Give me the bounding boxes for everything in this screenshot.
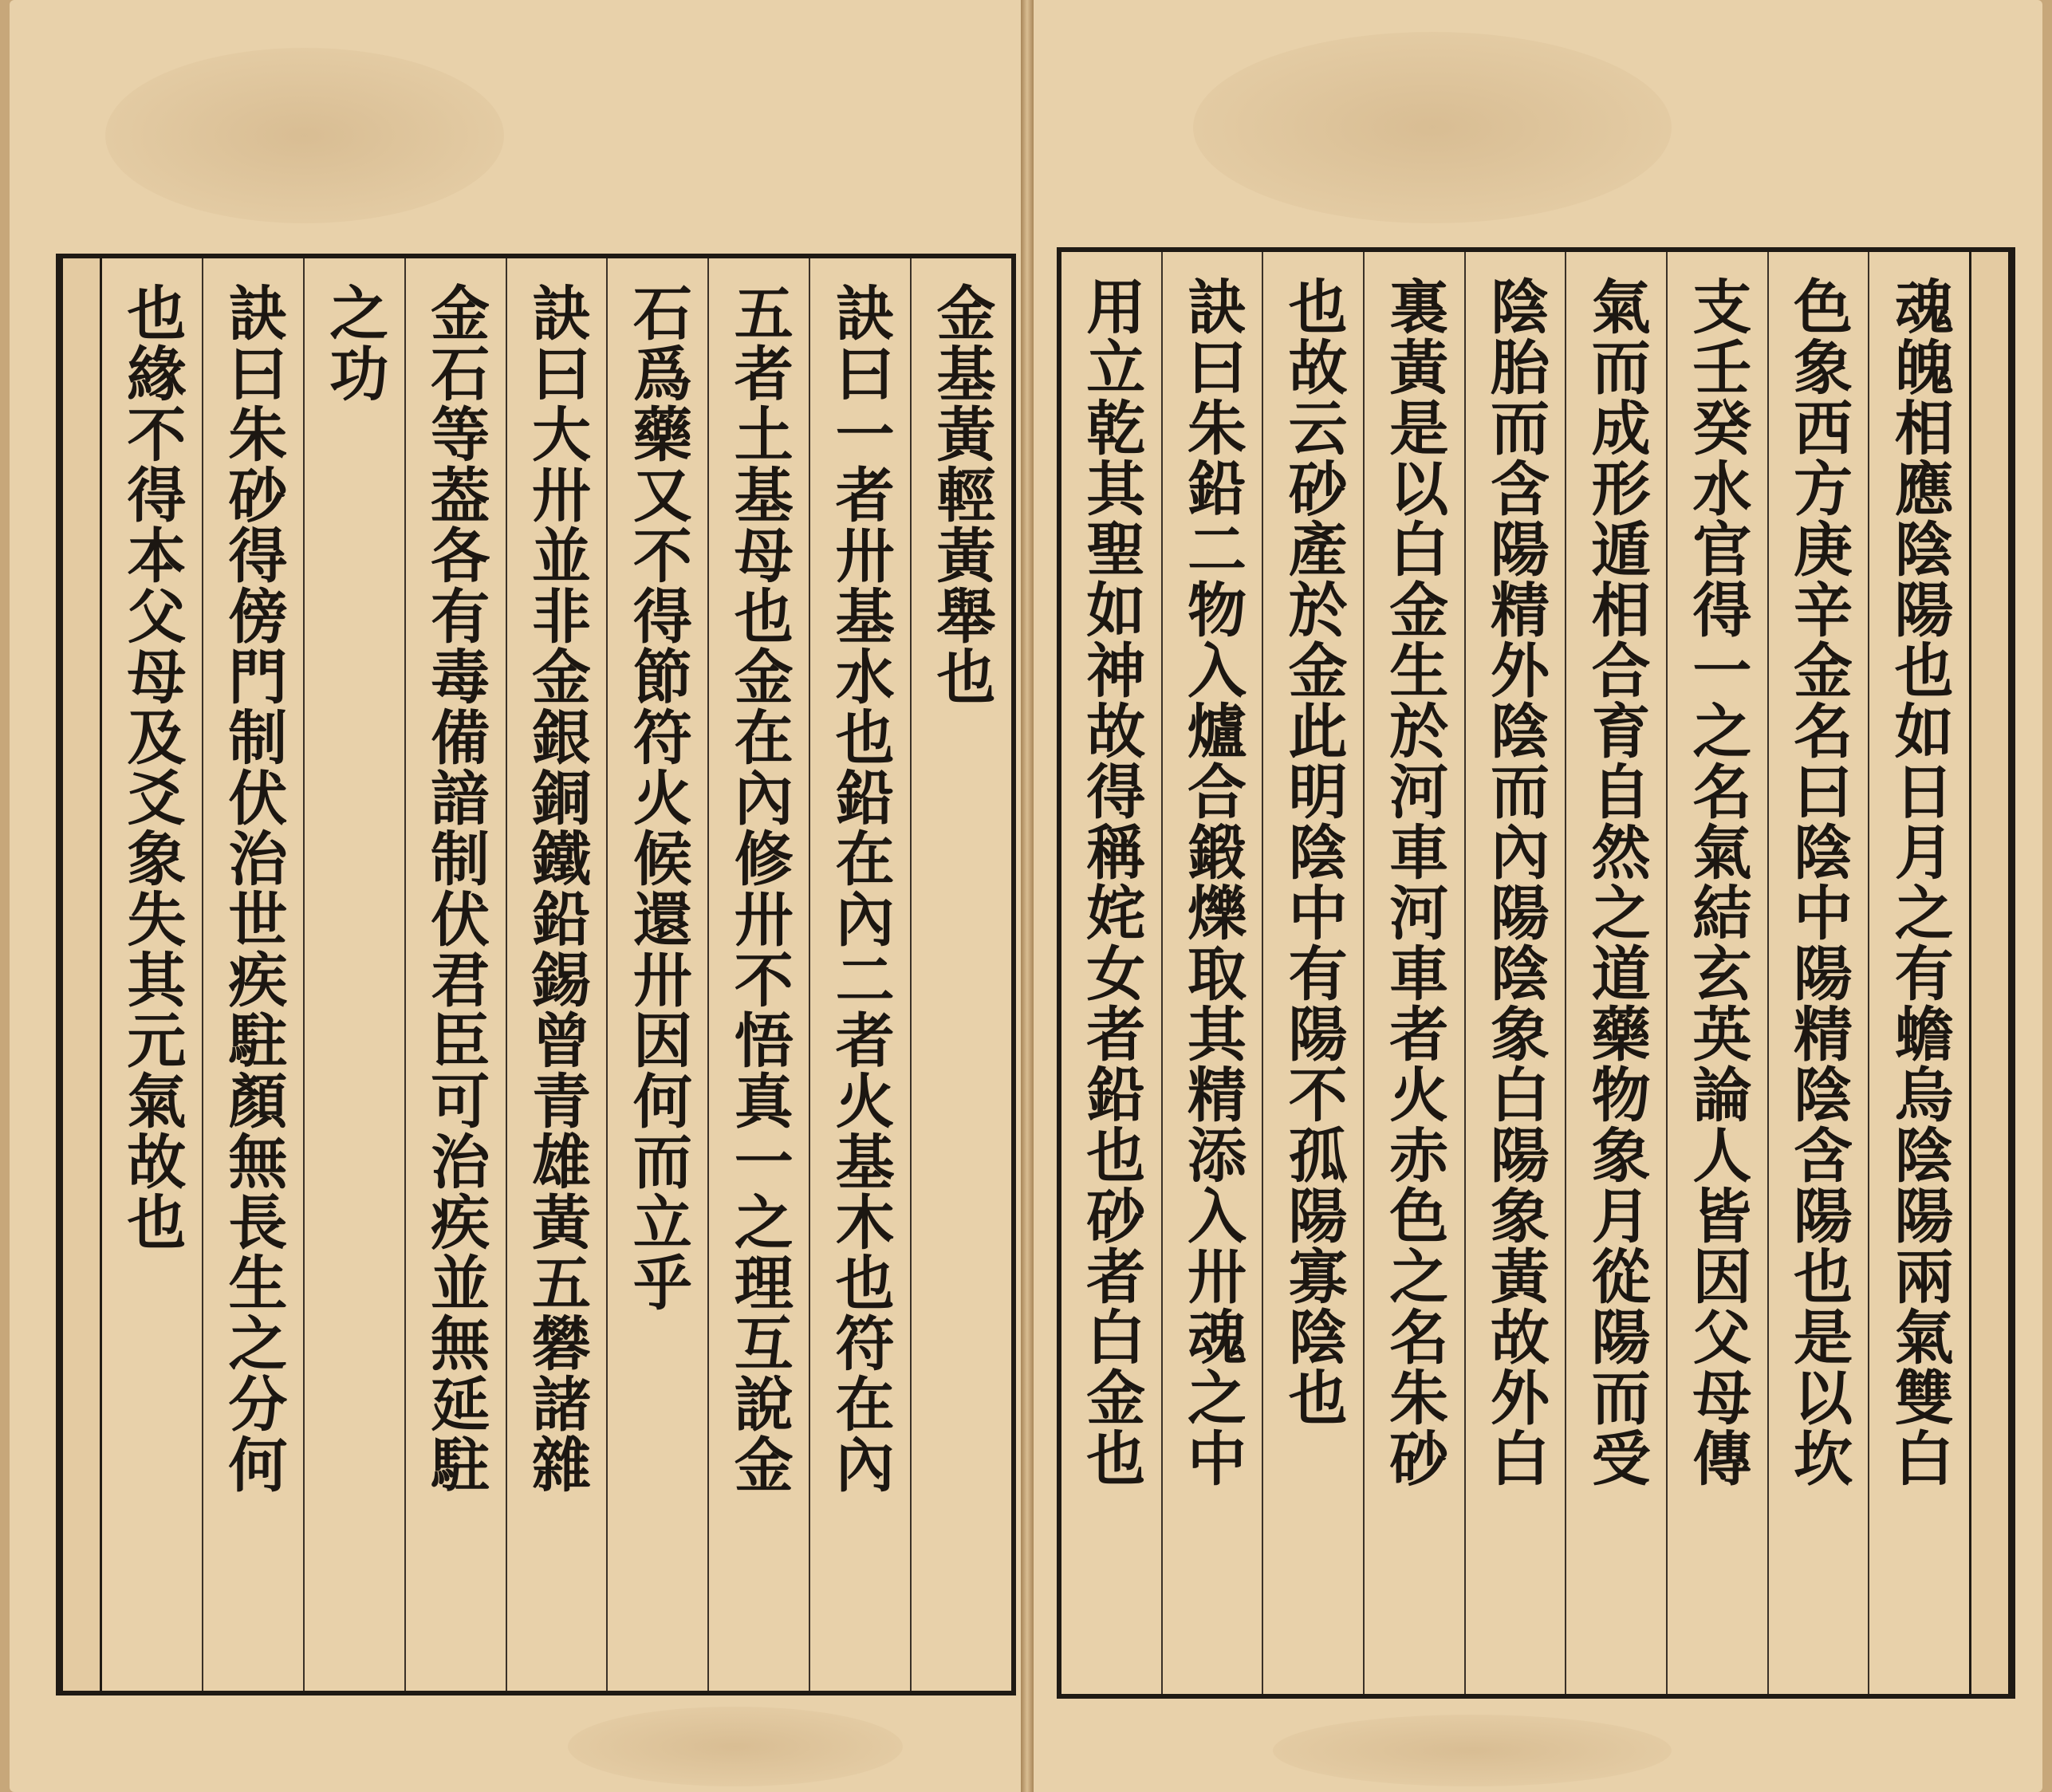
text-column (707, 258, 809, 1691)
right-page (1034, 0, 2042, 1792)
text-column (809, 258, 910, 1691)
column-text: 也故云砂產於金此明陰中有陽不孤陽寡陰也 (1278, 276, 1348, 1428)
text-column (1464, 252, 1566, 1694)
column-text: 訣曰朱砂得傍門制伏治世疾駐顏無長生之分何 (219, 282, 288, 1495)
text-column (404, 258, 506, 1691)
column-text: 支壬癸水官得一之名氣結玄英論人皆因父母傳 (1683, 276, 1752, 1488)
column-text: 色象西方庚辛金名曰陰中陽精陰含陽也是以坎 (1783, 276, 1853, 1488)
text-column (303, 258, 404, 1691)
right-text-columns (1061, 252, 1969, 1694)
left-text-frame (56, 254, 1016, 1696)
text-column (1565, 252, 1666, 1694)
text-column (1262, 252, 1363, 1694)
book-gutter (1021, 0, 1034, 1792)
column-text: 金石等葢各有毒備諳制伏君臣可治疾並無延駐 (421, 282, 490, 1495)
text-column (202, 258, 303, 1691)
left-margin-column (61, 258, 102, 1691)
column-text: 之功 (320, 282, 389, 404)
column-text: 金基黃輕黃舉也 (927, 282, 996, 707)
column-text: 用立乾其聖如神故得稱姹女者鉛也砂者白金也 (1077, 276, 1146, 1488)
column-text: 五者土基母也金在內修卅不悟真一之理互說金 (724, 282, 794, 1495)
text-column (1868, 252, 1969, 1694)
text-column (1363, 252, 1464, 1694)
column-text: 也緣不得本父母及爻象失其元氣故也 (117, 282, 187, 1252)
column-text: 石爲藥又不得節符火候還卅因何而立乎 (623, 282, 692, 1313)
column-text: 訣曰大卅並非金銀銅鐵鉛錫曾青雄黃五礬諸雜 (522, 282, 591, 1495)
text-column (606, 258, 707, 1691)
text-column (1161, 252, 1262, 1694)
right-text-frame (1057, 247, 2015, 1699)
right-margin-column (1969, 252, 2011, 1694)
text-column (910, 258, 1011, 1691)
text-column (102, 258, 202, 1691)
left-page (10, 0, 1021, 1792)
column-text: 訣曰一者卅基水也鉛在內二者火基木也符在內 (825, 282, 895, 1495)
column-text: 訣曰朱鉛二物入爐合鍛爍取其精添入卅魂之中 (1177, 276, 1247, 1488)
column-text: 氣而成形遁相合育自然之道藥物象月從陽而受 (1581, 276, 1651, 1488)
text-column (1666, 252, 1767, 1694)
text-column (1767, 252, 1869, 1694)
column-text: 裏黃是以白金生於河車河車者火赤色之名朱砂 (1380, 276, 1449, 1488)
text-column (506, 258, 607, 1691)
text-column (1061, 252, 1161, 1694)
column-text: 陰胎而含陽精外陰而內陽陰象白陽象黃故外白 (1480, 276, 1550, 1488)
column-text: 魂魄相應陰陽也如日月之有蟾烏陰陽兩氣雙白 (1885, 276, 1954, 1488)
left-text-columns (102, 258, 1011, 1691)
